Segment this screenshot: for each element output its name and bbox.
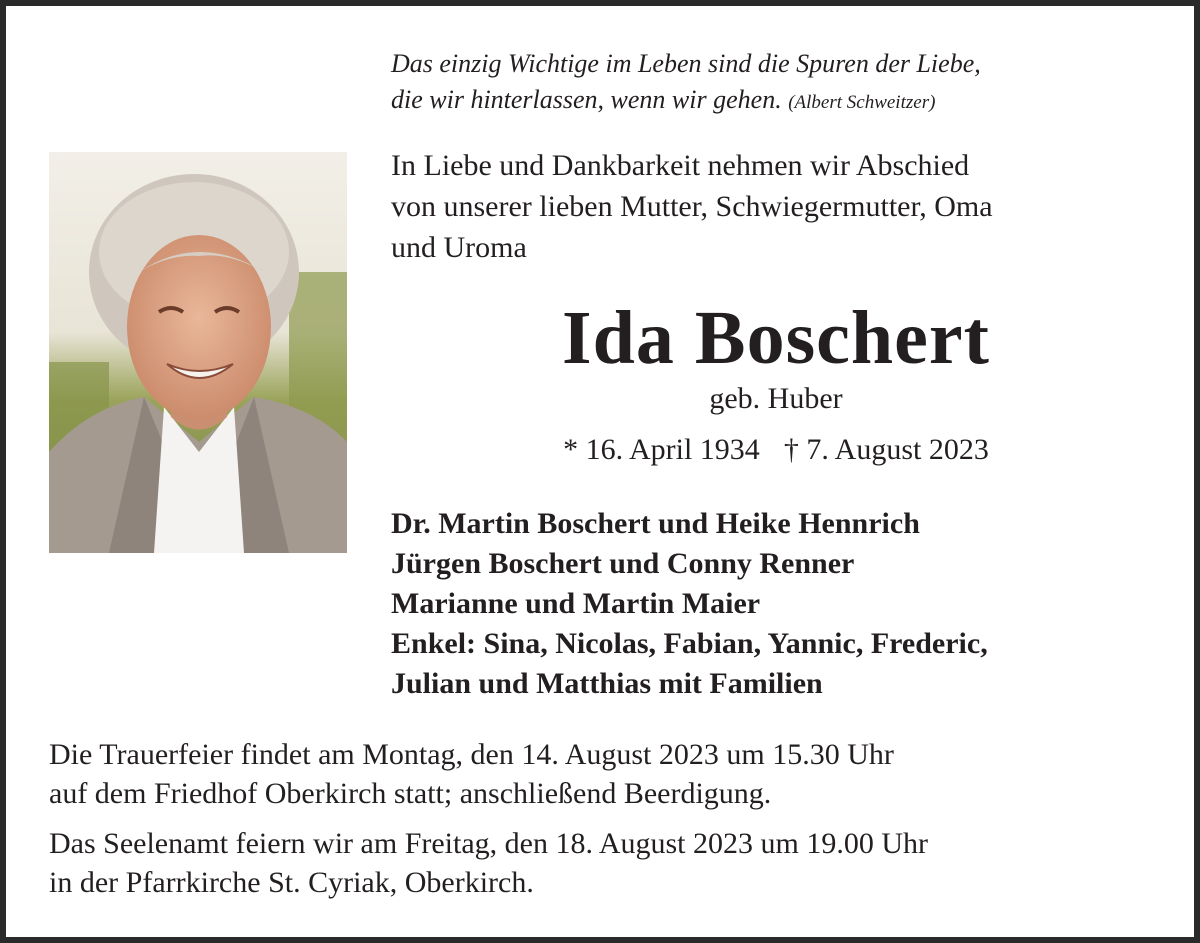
mourner-line: Julian und Matthias mit Familien [391,667,823,700]
mourners-list [391,504,1181,704]
death-date: † 7. August 2023 [783,433,989,466]
quote [391,46,1171,121]
quote-line-1: Das einzig Wichtige im Leben sind die Spuren der Liebe, [391,49,981,78]
requiem-line-2: in der Pfarrkirche St. Cyriak, Oberkirch. [49,866,534,899]
life-dates [391,430,1161,470]
quote-line-2 [391,82,1171,121]
mourner-line: Jürgen Boschert und Conny Renner [391,547,855,580]
mourner-line: Marianne und Martin Maier [391,587,761,620]
intro-line-3: und Uroma [391,231,527,264]
birth-date: * 16. April 1934 [563,433,760,466]
funeral-line-1: Die Trauerfeier findet am Montag, den 14. August 2023 um 15.30 Uhr [49,738,894,771]
birth-name: geb. Huber [709,382,843,415]
farewell-text [391,145,1171,268]
requiem-line-1: Das Seelenamt feiern wir am Freitag, den 18. August 2023 um 19.00 Uhr [49,827,928,860]
requiem-notice [49,824,1179,902]
funeral-line-2: auf dem Friedhof Oberkirch statt; anschließend Beerdigung. [49,777,772,810]
mourner-line: Dr. Martin Boschert und Heike Hennrich [391,507,920,540]
deceased-name: Ida Boschert [562,296,990,380]
intro-line-2: von unserer lieben Mutter, Schwiegermutter, Oma [391,190,993,223]
quote-author: (Albert Schweitzer) [788,92,936,113]
portrait-photo [49,152,347,553]
funeral-notice [49,735,1179,813]
intro-line-1: In Liebe und Dankbarkeit nehmen wir Abschied [391,149,970,182]
mourner-line: Enkel: Sina, Nicolas, Fabian, Yannic, Frederic, [391,627,988,660]
quote-line-2-text: die wir hinterlassen, wenn wir gehen. [391,85,782,114]
